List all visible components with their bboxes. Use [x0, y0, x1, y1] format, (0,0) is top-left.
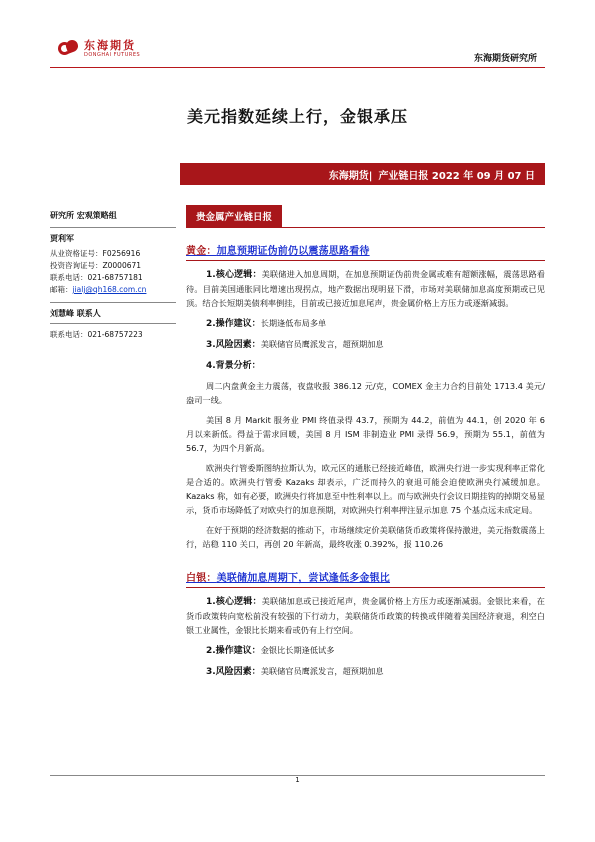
sidebar-divider: [50, 227, 176, 228]
gold-risk-label: 3.风险因素：: [206, 340, 261, 350]
silver-advice-text: 金银比长期逢低试多: [260, 645, 335, 655]
gold-risk: [186, 337, 545, 352]
gold-advice-text: 长期逢低布局多单: [260, 318, 327, 328]
section-tag: 贵金属产业链日报: [186, 205, 282, 227]
report-banner: [180, 163, 545, 185]
gold-para: 美国 8 月 Markit 服务业 PMI 终值录得 43.7，预期为 44.2，前值为 44.1，创 2020 年 6 月以来新低。得益于需求回暖，美国 8 月 ISM 非制造业 PMI 录得 56.9，预期为 55.1，前值为 56.7，为四个月新高。: [186, 415, 545, 453]
email-link[interactable]: jialj@qh168.com.cn: [72, 285, 147, 294]
header-org: 东海期货研究所: [473, 54, 537, 64]
logo-cn: 东海期货: [84, 38, 136, 52]
gold-bg-label: 4.背景分析：: [206, 361, 261, 371]
gold-para: 在好于预期的经济数据的推动下，市场继续定价美联储货币政策将保持激进，美元指数震荡上行，站稳 110 关口，再创 20 年新高，最终收涨 0.392%，报 110.26: [186, 525, 545, 549]
silver-risk-text: 美联储官员鹰派发言，超预期加息: [260, 666, 384, 676]
gold-advice: [186, 316, 545, 331]
analyst1-email-row: [50, 284, 176, 296]
analyst1-row: 联系电话：021-68757181: [50, 273, 143, 282]
analyst2-name: 刘慧峰 联系人: [50, 309, 101, 318]
gold-background: [186, 358, 545, 373]
gold-advice-label: 2.操作建议：: [206, 319, 261, 329]
silver-risk-label: 3.风险因素：: [206, 667, 261, 677]
report-title: 美元指数延续上行，金银承压: [186, 107, 408, 126]
silver-advice: [186, 643, 545, 658]
gold-title: [186, 242, 545, 257]
logo-en: DONGHAI FUTURES: [84, 51, 141, 58]
gold-para: 欧洲央行管委斯图纳拉斯认为，欧元区的通胀已经接近峰值，欧洲央行进一步实现利率正常化是合适的。欧洲央行管委 Kazaks 却表示，广泛而持久的衰退可能会迫使欧洲央行减缓加息。Kazaks 称，如有必要，欧洲央行将加息至中性利率以上。而与欧洲央行会议日期挂钩的掉期交易显示，货币市场降低了对欧央行的加息预期，对欧洲央行利率押注显示加息 75 个基点远未成定局。: [186, 463, 545, 515]
analyst1-name: 贾利军: [50, 234, 74, 243]
silver-divider: [186, 587, 545, 588]
logo-text: [84, 40, 140, 59]
analyst1-row: 投资咨询证号：Z0000671: [50, 261, 142, 270]
gold-logic-label: 1.核心逻辑：: [206, 270, 262, 280]
sidebar: [50, 210, 176, 341]
gold-risk-text: 美联储官员鹰派发言，超预期加息: [260, 339, 384, 349]
analyst2-row: 联系电话：021-68757223: [50, 330, 143, 339]
silver-risk: [186, 664, 545, 679]
sidebar-divider: [50, 323, 176, 324]
main-content: [186, 205, 545, 679]
gold-title-prefix: 黄金：: [186, 246, 217, 257]
sidebar-dept: 研究所 宏观策略组: [50, 211, 117, 220]
silver-title: [186, 569, 545, 584]
section-tag-line: [186, 227, 545, 228]
page-number: 1: [295, 776, 300, 784]
logo-mark-icon: [58, 38, 80, 60]
gold-logic-text: 美联储进入加息周期，在加息预期证伪前贵金属或难有超额涨幅，震荡思路看待。目前美国通胀同比增速出现拐点，地产数据出现明显下滑，市场对美联储加息高度预期或已见顶。结合长短期美债利率倒挂，目前或已接近加息尾声，贵金属价格上方压力或逐渐减弱。: [186, 269, 545, 308]
gold-divider: [186, 260, 545, 261]
gold-para: 周二内盘黄金主力震荡，夜盘收报 386.12 元/克，COMEX 金主力合约目前处 1713.4 美元/盎司一线。: [186, 381, 545, 405]
gold-title-text: 加息预期证伪前仍以震荡思路看待: [216, 246, 370, 257]
banner-org: 东海期货|: [328, 170, 373, 182]
header-divider: [50, 67, 545, 68]
analyst1-row: 从业资格证号：F0256916: [50, 249, 141, 258]
sidebar-divider: [50, 302, 176, 303]
banner-report: 产业链日报 2022 年 09 月 07 日: [378, 170, 535, 182]
company-logo: [58, 38, 140, 60]
silver-logic-text: 美联储加息或已接近尾声，贵金属价格上方压力或逐渐减弱。金银比来看，在货币政策转向宽松前没有较强的下行动力，美联储货币政策的转换或伴随着美国经济衰退，利空白银工业属性，金银比长期来看或仍有上行空间。: [186, 596, 545, 635]
silver-title-text: 美联储加息周期下，尝试逢低多金银比: [216, 573, 391, 584]
silver-logic: [186, 594, 545, 637]
email-label: 邮箱：: [50, 285, 73, 294]
silver-title-prefix: 白银：: [186, 573, 217, 584]
silver-logic-label: 1.核心逻辑：: [206, 597, 262, 607]
silver-advice-label: 2.操作建议：: [206, 646, 261, 656]
gold-logic: [186, 267, 545, 310]
